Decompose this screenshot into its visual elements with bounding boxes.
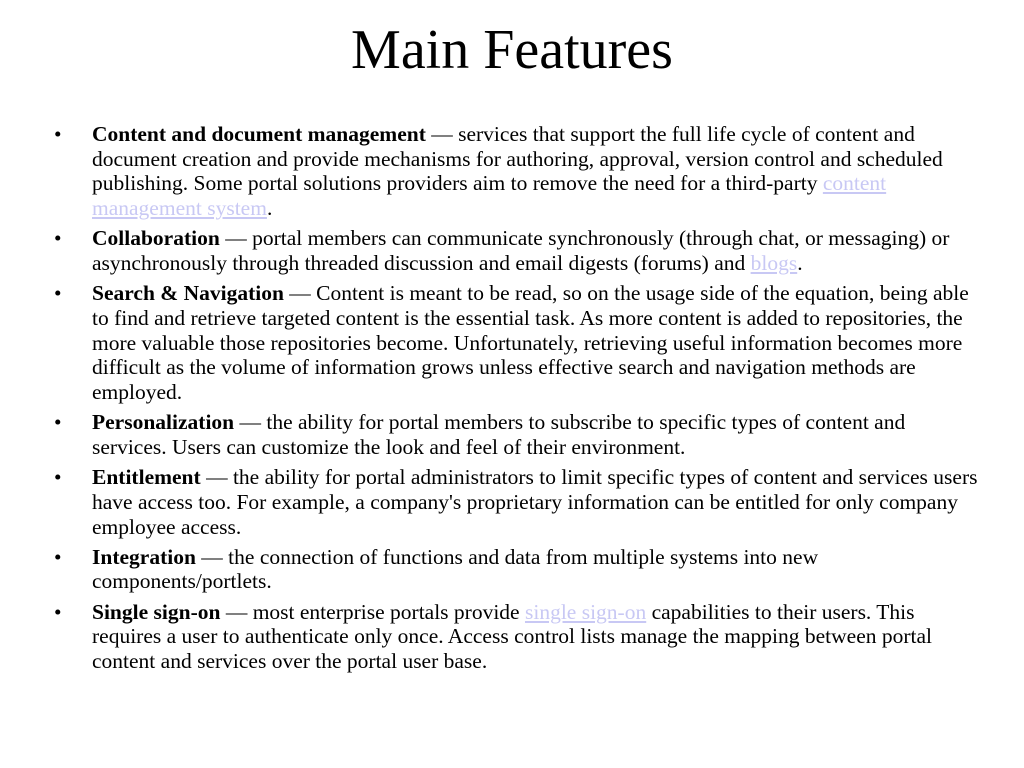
bullet-icon: • [54,122,62,146]
feature-term: Collaboration [92,226,220,251]
list-item [0,122,1024,221]
feature-description: — services that support the full life cycle of content and document creation and provide mechanisms for authoring, approval, version control and scheduled publishing. Some portal solutions providers aim to remove the need for a third-party [92,122,943,196]
bullet-icon: • [54,599,62,624]
feature-description: — the ability for portal administrators to limit specific types of content and services users have access too. For example, a company's proprietary information can be entitled for only company employee access. [92,465,978,539]
feature-term: Entitlement [92,465,201,490]
feature-term: Search & Navigation [92,281,284,306]
list-item [0,281,1024,405]
feature-description: — the connection of functions and data from multiple systems into new components/portlets. [92,544,819,594]
feature-term: Single sign-on [92,599,221,624]
feature-list [0,122,1024,679]
list-item [0,545,1024,594]
list-item [0,226,1024,275]
slide-title: Main Features [351,19,673,81]
bullet-icon: • [54,465,62,490]
blogs-link[interactable]: blogs [750,251,798,276]
list-item [0,410,1024,459]
feature-term: Integration [92,544,196,569]
feature-term: Personalization [92,410,235,435]
feature-description: — the ability for portal members to subscribe to specific types of content and services. Users can customize the look and feel of their environment. [92,410,906,459]
feature-description: — most enterprise portals provide [220,599,525,624]
list-item [0,465,1024,539]
bullet-icon: • [54,410,62,435]
single-sign-on-link[interactable]: single sign-on [524,599,647,624]
feature-description-end: capabilities to their users. This requires a user to authenticate only once. Access control lists manage the mapping between portal content and services over the portal user base. [92,599,933,674]
feature-description-end: . [266,196,273,221]
content-management-system-link[interactable]: content management system [92,171,887,221]
feature-term: Content and document management [92,122,426,146]
bullet-icon: • [54,281,62,306]
list-item [0,600,1024,674]
feature-description: — Content is meant to be read, so on the usage side of the equation, being able to find and retrieve targeted content is the essential task. As more content is added to repositories, the more valuable those repositories become. Unfortunately, retrieving useful information becomes more difficult as the volume of information grows unless effective search and navigation methods are employed. [92,281,969,405]
bullet-icon: • [54,544,62,569]
feature-description: — portal members can communicate synchronously (through chat, or messaging) or asynchronously through threaded discussion and email digests (forums) and [92,226,950,276]
feature-description-end: . [797,251,803,276]
bullet-icon: • [54,226,62,251]
